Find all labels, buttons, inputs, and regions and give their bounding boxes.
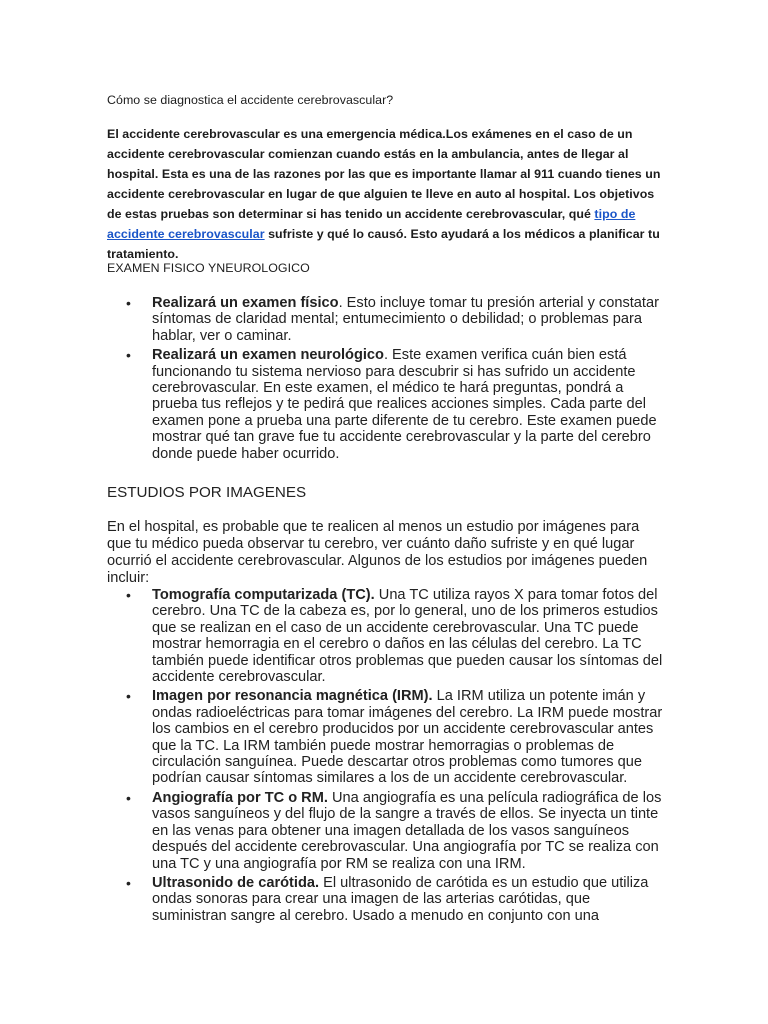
list-item [107, 875, 667, 924]
stroke-type-link[interactable]: tipo de accidente cerebrovascular [107, 207, 636, 241]
list-item-bold: Realizará un examen neurológico [152, 347, 384, 364]
list-item-text: El ultrasonido de carótida es un estudio que utiliza ondas sonoras para crear una imagen de las arterias carótidas, que suministran sangre al cerebro. Usado a menudo en conjunto con una [152, 874, 649, 924]
imaging-section-heading: ESTUDIOS POR IMAGENES [107, 484, 307, 501]
exam-section-heading: EXAMEN FISICO YNEUROLOGICO [107, 261, 310, 275]
list-item-text: Una TC utiliza rayos X para tomar fotos del cerebro. Una TC de la cabeza es, por lo general, uno de los primeros estudios que se realizan en el caso de un accidente cerebrovascular. Una TC puede mostrar hemorragia en el cerebro o daños en las células del cerebro. La TC también puede identificar otros problemas que pueden causar los síntomas del accidente cerebrovascular. [152, 587, 663, 686]
list-item [107, 587, 667, 685]
list-item-bold: Ultrasonido de carótida. [152, 874, 320, 891]
list-item-bold: Imagen por resonancia magnética (IRM). [152, 688, 433, 705]
question-title: Cómo se diagnostica el accidente cerebrovascular? [107, 93, 394, 107]
list-item-text: . Esto incluye tomar tu presión arterial y constatar síntomas de claridad mental; entumecimiento o debilidad; o problemas para hablar, ver o caminar. [152, 295, 659, 344]
intro-text-before-link: El accidente cerebrovascular es una emergencia médica.Los exámenes en el caso de un accidente cerebrovascular comienzan cuando estás en la ambulancia, antes de llegar al hospital. Esta es una de las razones por las que es importante llamar al 911 cuando tienes un accidente cerebrovascular en lugar de que alguien te lleve en auto al hospital. Los objetivos de estas pruebas son determinar si has tenido un accidente cerebrovascular, qué [107, 127, 661, 221]
list-item-text: La IRM utiliza un potente imán y ondas radioeléctricas para tomar imágenes del cerebro. La IRM puede mostrar los cambios en el cerebro producidos por un accidente cerebrovascular antes que la TC. La IRM también puede mostrar hemorragias o problemas de circulación sanguínea. Puede descartar otros problemas como tumores que podrían causar síntomas similares a los de un accidente cerebrovascular. [152, 688, 663, 787]
list-item-bold: Tomografía computarizada (TC). [152, 587, 375, 603]
list-item-bold: Realizará un examen físico [152, 295, 339, 311]
intro-paragraph [107, 124, 665, 264]
list-item-text: Una angiografía es una película radiográfica de los vasos sanguíneos y del flujo de la sangre a través de ellos. Se inyecta un tinte en las venas para obtener una imagen detallada de los vasos sanguíneos después del accidente cerebrovascular. Una angiografía por TC se realiza con una TC y una angiografía por RM se realiza con una IRM. [152, 789, 662, 872]
imaging-list [107, 587, 667, 927]
list-item-text: . Este examen verifica cuán bien está funcionando tu sistema nervioso para descubrir si has sufrido un accidente cerebrovascular. En este examen, el médico te hará preguntas, pondrá a prueba tus reflejos y te pedirá que realices acciones simples. Cada parte del examen pone a prueba una parte diferente de tu cerebro. Este examen puede mostrar qué tan grave fue tu accidente cerebrovascular y la parte del cerebro donde puede haber ocurrido. [152, 347, 657, 462]
intro-text-after-link: sufriste y qué lo causó. Esto ayudará a los médicos a planificar tu tratamiento. [107, 227, 660, 261]
imaging-intro-paragraph: En el hospital, es probable que te realicen al menos un estudio por imágenes para que tu médico pueda observar tu cerebro, ver cuánto daño sufriste y en qué lugar ocurrió el accidente cerebrovascular. Algunos de los estudios por imágenes pueden incluir: [107, 519, 648, 586]
list-item [107, 347, 667, 462]
list-item [107, 688, 667, 786]
list-item [107, 295, 667, 344]
exam-list [107, 295, 667, 465]
list-item [107, 790, 667, 872]
list-item-bold: Angiografía por TC o RM. [152, 789, 328, 806]
